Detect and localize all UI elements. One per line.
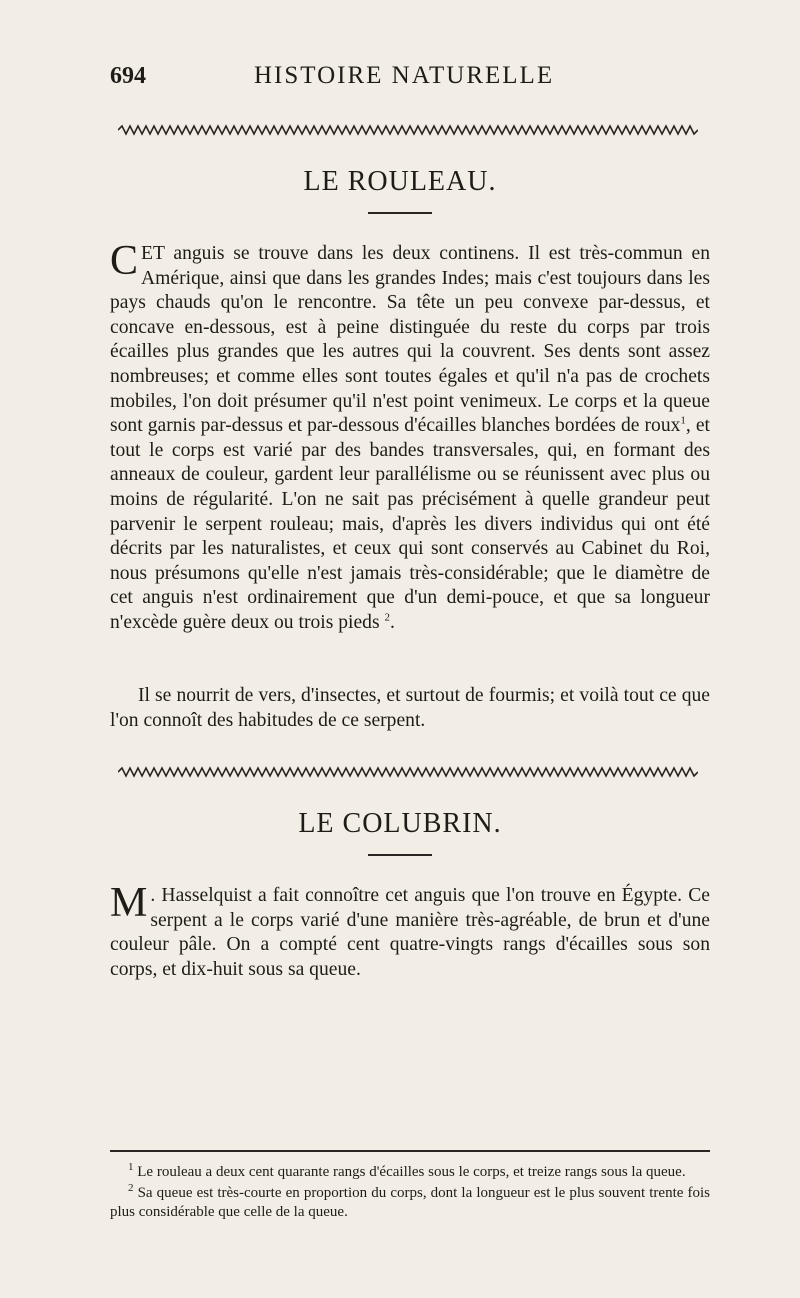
running-title: HISTOIRE NATURELLE	[254, 62, 555, 89]
footnote-1	[110, 1163, 710, 1182]
section-title-colubrin: LE COLUBRIN.	[298, 808, 502, 839]
footnote-ref: 1	[680, 414, 686, 427]
drop-cap: M	[110, 880, 148, 926]
ornamental-rule-middle	[118, 766, 698, 778]
paragraph-colubrin-1	[110, 880, 710, 982]
page-header	[110, 62, 730, 90]
footnote-text: Le rouleau a deux cent quarante rangs d'écailles sous le corps, et treize rangs sous la queue.	[137, 1164, 686, 1180]
footnote-ref: 2	[384, 611, 390, 624]
footnote-2	[110, 1184, 710, 1222]
drop-cap: C	[110, 238, 139, 284]
paragraph-text: , et tout le corps est varié par des bandes transversales, qui, en formant des anneaux de couleur, gardent leur parallélisme ou se réunissent avec plus ou moins de régularité. L'on ne sait pas précisément à quelle grandeur peut parvenir le serpent rouleau; mais, d'après les divers individus qui ont été décrits par les naturalistes, et ceux qui sont conservés au Cabinet du Roi, nous présumons qu'elle n'est jamais très-considérable; que le diamètre de cet anguis n'est ordinairement que d'un demi-pouce, et que sa longueur n'excède guère deux ou trois pieds	[110, 415, 710, 633]
section-title-rouleau: LE ROULEAU.	[303, 166, 497, 197]
footnote-mark: 2	[128, 1182, 134, 1194]
page-number: 694	[110, 63, 146, 89]
paragraph-text: .	[390, 611, 395, 633]
footnote-text: Sa queue est très-courte en proportion du corps, dont la longueur est le plus souvent trente fois plus considérable que celle de la queue.	[110, 1185, 710, 1220]
footnote-separator	[110, 1150, 710, 1152]
paragraph-rouleau-2: Il se nourrit de vers, d'insectes, et surtout de fourmis; et voilà tout ce que l'on connoît des habitudes de ce serpent.	[110, 685, 710, 731]
paragraph-text: ET anguis se trouve dans les deux continens. Il est très-commun en Amérique, ainsi que dans les grandes Indes; mais c'est toujours dans les pays chauds qu'on le rencontre. Sa tête un peu convexe par-dessus, et concave en-dessous, est à peine distinguée du reste du corps par trois écailles plus grandes que les autres qui la couvrent. Ses dents sont assez nombreuses; et comme elles sont toutes égales et qu'il n'a pas de crochets mobiles, l'on doit présumer qu'il n'est point venimeux. Le corps et la queue sont garnis par-dessus et par-dessous d'écailles blanches bordées de roux	[110, 243, 710, 437]
footnotes	[110, 1163, 710, 1224]
title-underline	[368, 212, 432, 214]
paragraph-text: . Hasselquist a fait connoître cet anguis que l'on trouve en Égypte. Ce serpent a le corps varié d'une manière très-agréable, de brun et d'une couleur pâle. On a compté cent quatre-vingts rangs d'écailles sous son corps, et dix-huit sous sa queue.	[110, 885, 710, 980]
paragraph-rouleau-1	[110, 238, 710, 636]
footnote-mark: 1	[128, 1161, 134, 1173]
ornamental-rule-top	[118, 124, 698, 136]
title-underline	[368, 854, 432, 856]
